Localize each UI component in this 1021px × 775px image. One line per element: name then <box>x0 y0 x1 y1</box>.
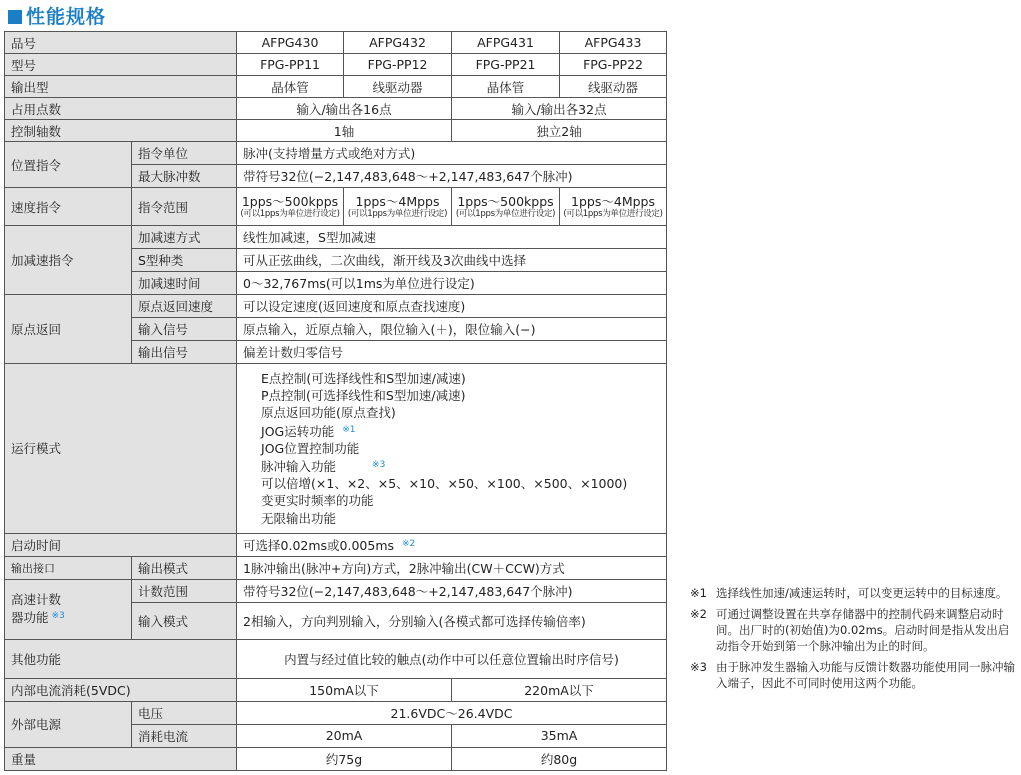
cell: AFPG430 <box>237 32 344 54</box>
row-home-speed <box>5 295 667 318</box>
cell: 35mA <box>452 724 667 747</box>
cell: AFPG432 <box>344 32 452 54</box>
label-command-range: 指令范围 <box>132 188 237 226</box>
label-input-mode: 输入模式 <box>132 602 237 639</box>
label-line: 高速计数 <box>11 592 62 608</box>
cell: 可从正弦曲线，二次曲线，渐开线及3次曲线中选择 <box>237 249 667 272</box>
cell: 可以设定速度(返回速度和原点查找速度) <box>237 295 667 318</box>
row-ext-voltage <box>5 701 667 724</box>
label-max-pulse: 最大脉冲数 <box>132 165 237 188</box>
footnote <box>690 585 1020 601</box>
cell: 0～32,767ms(可以1ms为单位进行设定) <box>237 272 667 295</box>
speed-value: 1pps～500kpps <box>457 193 554 209</box>
label-line: 器功能 <box>11 610 49 626</box>
label-output-interface: 输出接口 <box>5 556 132 579</box>
label-s-type: S型种类 <box>132 249 237 272</box>
label-position-command: 位置指令 <box>5 142 132 188</box>
row-output-type <box>5 76 667 98</box>
label-output-signal: 输出信号 <box>132 341 237 364</box>
cell: 1脉冲输出(脉冲+方向)方式，2脉冲输出(CW＋CCW)方式 <box>237 556 667 579</box>
cell: 脉冲(支持增量方式或绝对方式) <box>237 142 667 165</box>
cell <box>237 533 667 556</box>
footnote-text: 选择线性加速/减速运转时，可以变更运转中的目标速度。 <box>716 586 1008 600</box>
label-accel-command: 加减速指令 <box>5 226 132 295</box>
label-run-mode: 运行模式 <box>5 364 237 534</box>
label-command-unit: 指令单位 <box>132 142 237 165</box>
cell: 内置与经过值比较的触点(动作中可以任意位置输出时序信号) <box>237 639 667 678</box>
footnote-ref: ※3 <box>372 460 386 471</box>
label-internal-current: 内部电流消耗(5VDC) <box>5 678 237 701</box>
list-item <box>261 457 666 475</box>
speed-note: (可以1pps为单位进行设定) <box>455 208 556 219</box>
cell <box>344 188 452 226</box>
start-time-value: 可选择0.02ms或0.005ms <box>243 537 395 553</box>
cell: 21.6VDC～26.4VDC <box>237 701 667 724</box>
cell: 20mA <box>237 724 452 747</box>
footnotes <box>690 585 1020 696</box>
cell: 线驱动器 <box>344 76 452 98</box>
row-pinhao <box>5 32 667 54</box>
cell <box>452 188 560 226</box>
row-hsc-range <box>5 579 667 602</box>
cell: 220mA以下 <box>452 678 667 701</box>
footnote-text: 由于脉冲发生器输入功能与反馈计数器功能使用同一脉冲输入端子，因此不可同时使用这两个功能。 <box>716 660 1015 690</box>
cell: 1轴 <box>237 120 452 142</box>
footnote-ref: ※2 <box>402 538 416 549</box>
section-title <box>8 4 106 30</box>
cell: FPG-PP11 <box>237 54 344 76</box>
cell: 约80g <box>452 747 667 770</box>
label-pinhao: 品号 <box>5 32 237 54</box>
row-run-mode <box>5 364 667 534</box>
cell: 输入/输出各16点 <box>237 98 452 120</box>
label-home-speed: 原点返回速度 <box>132 295 237 318</box>
label-other-functions: 其他功能 <box>5 639 237 678</box>
cell: FPG-PP21 <box>452 54 560 76</box>
cell: 约75g <box>237 747 452 770</box>
square-bullet-icon <box>8 10 22 24</box>
cell: 2相输入，方向判别输入，分别输入(各模式都可选择传输倍率) <box>237 602 667 639</box>
label-home-return: 原点返回 <box>5 295 132 364</box>
cell: AFPG431 <box>452 32 560 54</box>
label-points: 占用点数 <box>5 98 237 120</box>
speed-value: 1pps～4Mpps <box>355 193 440 209</box>
label-speed-command: 速度指令 <box>5 188 132 226</box>
footnote-mark: ※1 <box>690 586 707 600</box>
row-accel-method <box>5 226 667 249</box>
row-internal-current <box>5 678 667 701</box>
cell: FPG-PP12 <box>344 54 452 76</box>
list-item: 可以倍增(×1、×2、×5、×10、×50、×100、×500、×1000) <box>261 476 628 492</box>
cell: 带符号32位(−2,147,483,648～+2,147,483,647个脉冲) <box>237 165 667 188</box>
label-count-range: 计数范围 <box>132 579 237 602</box>
row-other-functions <box>5 639 667 678</box>
row-start-time <box>5 533 667 556</box>
list-item: 原点返回功能(原点查找) <box>261 405 396 421</box>
footnote-mark: ※3 <box>690 660 707 674</box>
speed-value: 1pps～500kpps <box>241 193 339 209</box>
cell: FPG-PP22 <box>560 54 667 76</box>
spec-table <box>4 31 667 771</box>
row-points <box>5 98 667 120</box>
cell: 输入/输出各32点 <box>452 98 667 120</box>
cell: 150mA以下 <box>237 678 452 701</box>
cell: 线驱动器 <box>560 76 667 98</box>
label-weight: 重量 <box>5 747 237 770</box>
row-axes <box>5 120 667 142</box>
cell: 晶体管 <box>452 76 560 98</box>
list-item: E点控制(可选择线性和S型加速/减速) <box>261 371 466 386</box>
label-input-signal: 输入信号 <box>132 318 237 341</box>
label-axes: 控制轴数 <box>5 120 237 142</box>
label-accel-method: 加减速方式 <box>132 226 237 249</box>
speed-note: (可以1pps为单位进行设定) <box>347 208 448 219</box>
list-item-text: 脉冲输入功能 <box>261 459 337 475</box>
footnote-mark: ※2 <box>690 607 707 621</box>
title-text: 性能规格 <box>26 6 107 28</box>
list-item: JOG位置控制功能 <box>261 440 360 456</box>
cell: 带符号32位(−2,147,483,648～+2,147,483,647个脉冲) <box>237 579 667 602</box>
cell <box>237 188 344 226</box>
cell: 线性加减速，S型加减速 <box>237 226 667 249</box>
label-accel-time: 加减速时间 <box>132 272 237 295</box>
footnote-ref: ※3 <box>51 611 65 622</box>
label-output-mode: 输出模式 <box>132 556 237 579</box>
row-pos-unit <box>5 142 667 165</box>
label-start-time: 启动时间 <box>5 533 237 556</box>
cell <box>560 188 667 226</box>
list-item: P点控制(可选择线性和S型加速/减速) <box>261 388 466 404</box>
label-consumption-current: 消耗电流 <box>132 724 237 747</box>
speed-note: (可以1pps为单位进行设定) <box>563 208 663 219</box>
list-item: 无限输出功能 <box>261 510 337 526</box>
row-weight <box>5 747 667 770</box>
row-speed <box>5 188 667 226</box>
label-external-power: 外部电源 <box>5 701 132 747</box>
cell: 晶体管 <box>237 76 344 98</box>
cell: 偏差计数归零信号 <box>237 341 667 364</box>
list-item: 变更实时频率的功能 <box>261 493 374 509</box>
footnote-ref: ※1 <box>342 424 356 435</box>
label-xinghao: 型号 <box>5 54 237 76</box>
label-output-type: 输出型 <box>5 76 237 98</box>
run-mode-list <box>237 364 667 534</box>
footnote-text: 可通过调整设置在共享存储器中的控制代码来调整启动时间。出厂时的(初始值)为0.02ms。启动时间是指从发出启动指令开始到第一个脉冲输出为止的时间。 <box>716 607 1010 653</box>
footnote <box>690 659 1020 691</box>
row-xinghao <box>5 54 667 76</box>
label-voltage: 电压 <box>132 701 237 724</box>
label-high-speed-counter <box>5 579 132 639</box>
speed-note: (可以1pps为单位进行设定) <box>240 208 340 219</box>
row-output-interface <box>5 556 667 579</box>
speed-value: 1pps～4Mpps <box>571 193 655 209</box>
footnote <box>690 606 1020 654</box>
cell: 独立2轴 <box>452 120 667 142</box>
list-item-text: JOG运转功能 <box>261 423 335 439</box>
cell: AFPG433 <box>560 32 667 54</box>
cell: 原点输入，近原点输入，限位输入(＋)，限位输入(−) <box>237 318 667 341</box>
list-item <box>261 422 666 440</box>
